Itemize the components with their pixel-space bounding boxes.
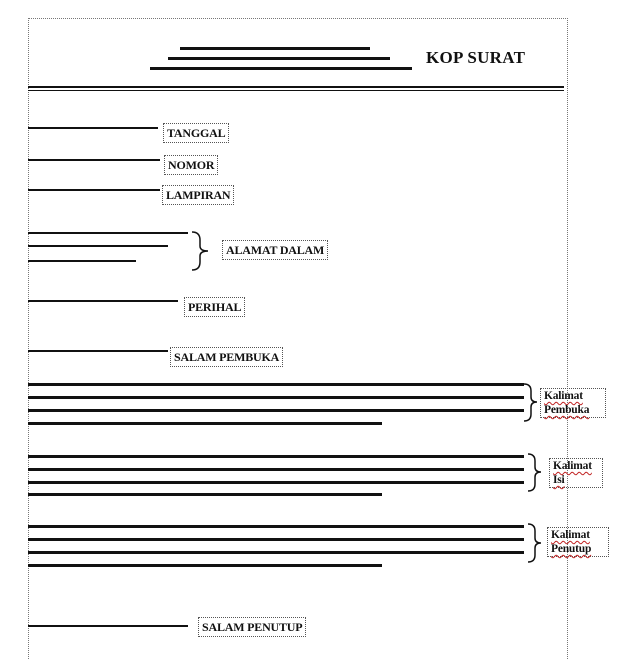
header-rule-bottom xyxy=(28,90,564,91)
isi-line-3 xyxy=(28,481,524,484)
salam-penutup-label: SALAM PENUTUP xyxy=(198,617,306,637)
pembuka-line-3 xyxy=(28,409,524,412)
nomor-label: NOMOR xyxy=(164,155,218,175)
letter-page xyxy=(28,18,568,659)
penutup-line-1 xyxy=(28,525,524,528)
salam-pembuka-line xyxy=(28,350,168,352)
letterhead-line-2 xyxy=(168,57,390,60)
salam-pembuka-label: SALAM PEMBUKA xyxy=(170,347,283,367)
header-rule-top xyxy=(28,86,564,88)
isi-line-1 xyxy=(28,455,524,458)
pembuka-line-4 xyxy=(28,422,382,425)
perihal-line xyxy=(28,300,178,302)
pembuka-line-1 xyxy=(28,383,524,386)
perihal-label: PERIHAL xyxy=(184,297,245,317)
isi-line-4 xyxy=(28,493,382,496)
pembuka-line-2 xyxy=(28,396,524,399)
nomor-line xyxy=(28,159,160,161)
alamat-line-3 xyxy=(28,260,136,262)
tanggal-label: TANGGAL xyxy=(163,123,229,143)
alamat-brace xyxy=(190,230,220,272)
alamat-line-1 xyxy=(28,232,188,234)
isi-brace xyxy=(526,453,546,493)
penutup-line-4 xyxy=(28,564,382,567)
penutup-brace xyxy=(526,523,546,565)
kalimat-penutup-label: Kalimat Penutup xyxy=(547,527,609,557)
lampiran-line xyxy=(28,189,160,191)
letterhead-line-1 xyxy=(180,47,370,50)
tanggal-line xyxy=(28,127,158,129)
isi-line-2 xyxy=(28,468,524,471)
alamat-dalam-label: ALAMAT DALAM xyxy=(222,240,328,260)
letterhead-line-3 xyxy=(150,67,412,70)
kop-surat-title: KOP SURAT xyxy=(426,48,526,67)
pembuka-brace xyxy=(522,383,542,423)
salam-penutup-line xyxy=(28,625,188,627)
kalimat-isi-label: Kalimat Isi xyxy=(549,458,603,488)
penutup-line-3 xyxy=(28,551,524,554)
alamat-line-2 xyxy=(28,245,168,247)
kalimat-pembuka-label: Kalimat Pembuka xyxy=(540,388,606,418)
lampiran-label: LAMPIRAN xyxy=(162,185,234,205)
penutup-line-2 xyxy=(28,538,524,541)
